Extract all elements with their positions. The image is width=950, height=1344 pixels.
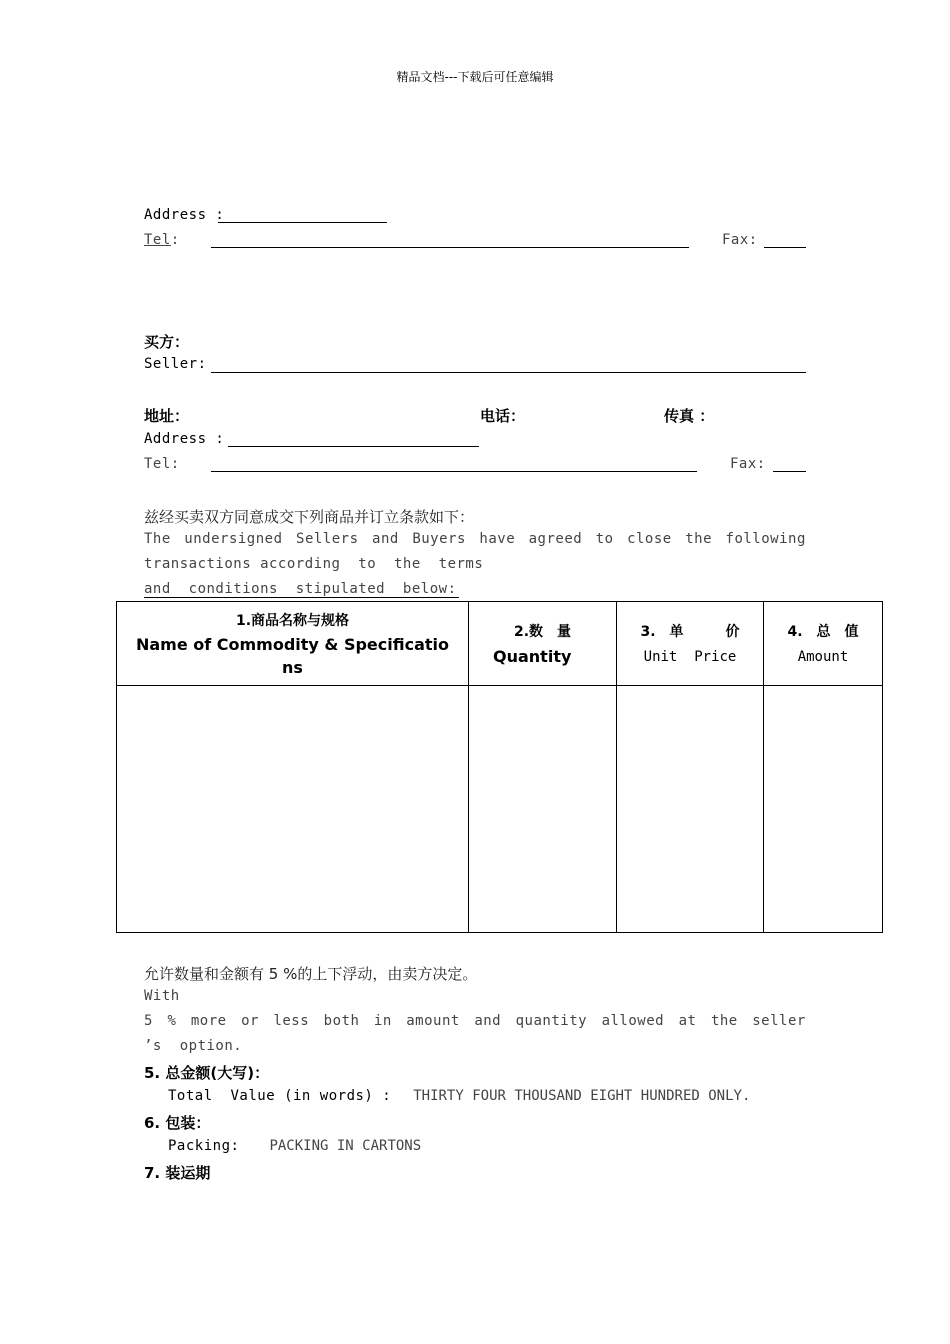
address-blank[interactable] bbox=[218, 222, 387, 223]
address-cn-label: 地址： bbox=[144, 407, 190, 425]
word: undersigned bbox=[184, 531, 283, 547]
col-amount-en: Amount bbox=[797, 648, 849, 665]
tolerance-cn: 允许数量和金额有 5 %的上下浮动，由卖方决定。 bbox=[144, 965, 478, 983]
fax-label: Fax: bbox=[722, 232, 758, 248]
agreement-cn: 兹经买卖双方同意成交下列商品并订立条款如下： bbox=[144, 508, 475, 526]
word: seller bbox=[752, 1013, 806, 1029]
col-commodity-cn: 1.商品名称与规格 bbox=[235, 613, 350, 629]
packing-label: Packing: bbox=[168, 1138, 240, 1154]
tolerance-en-line1: With bbox=[144, 988, 180, 1004]
word: and bbox=[372, 531, 399, 547]
col-unit-price-header bbox=[617, 602, 764, 686]
word: % bbox=[167, 1013, 177, 1029]
seller-fax-label: Fax: bbox=[730, 456, 766, 472]
seller-address-label: Address : bbox=[144, 431, 225, 447]
agreement-en-line1 bbox=[144, 531, 806, 547]
seller-tel-blank[interactable] bbox=[211, 471, 697, 472]
col-commodity-header bbox=[117, 602, 469, 686]
clause-5-body bbox=[168, 1087, 750, 1105]
word: amount bbox=[406, 1013, 460, 1029]
col-quantity-cn: 2.数 量 bbox=[513, 623, 572, 640]
col-amount-cn: 4. 总 值 bbox=[787, 623, 859, 640]
cell-unit-price[interactable] bbox=[617, 686, 764, 933]
col-unit-price-en: Unit Price bbox=[643, 648, 737, 665]
col-commodity-en-wrap: ns bbox=[282, 658, 303, 677]
word: 5 bbox=[144, 1013, 153, 1029]
tolerance-en-line2 bbox=[144, 1013, 806, 1029]
word: more bbox=[190, 1013, 227, 1029]
word: have bbox=[479, 531, 516, 547]
phone-cn-label: 电话： bbox=[480, 407, 526, 425]
col-quantity-header bbox=[469, 602, 617, 686]
tel-blank[interactable] bbox=[211, 247, 689, 248]
clause-6-title: 6. 包装： bbox=[144, 1114, 211, 1132]
table-row bbox=[117, 686, 883, 933]
commodity-table bbox=[116, 601, 883, 933]
agreement-en-line2: transactions according to the terms bbox=[144, 556, 484, 572]
seller-fax-blank[interactable] bbox=[773, 471, 806, 472]
word: The bbox=[144, 531, 171, 547]
clause-6-body bbox=[168, 1137, 421, 1155]
total-value-text[interactable]: THIRTY FOUR THOUSAND EIGHT HUNDRED ONLY. bbox=[413, 1088, 751, 1104]
fax-cn-label: 传真 ： bbox=[664, 407, 715, 425]
fax-blank[interactable] bbox=[764, 247, 806, 248]
tel-label: Tel: bbox=[144, 232, 180, 248]
clause-7-title: 7. 装运期 bbox=[144, 1164, 211, 1182]
word: agreed bbox=[528, 531, 583, 547]
clause-5-title: 5. 总金额(大写)： bbox=[144, 1064, 270, 1082]
seller-address-blank[interactable] bbox=[228, 446, 479, 447]
seller-blank[interactable] bbox=[211, 372, 806, 373]
word: at bbox=[678, 1013, 697, 1029]
col-amount-header bbox=[764, 602, 883, 686]
address-label: Address : bbox=[144, 207, 225, 223]
col-commodity-en: Name of Commodity & Specificatio bbox=[135, 635, 450, 654]
cell-quantity[interactable] bbox=[469, 686, 617, 933]
agreement-en-line3: and conditions stipulated below: bbox=[144, 581, 457, 597]
total-value-label: Total Value (in words) : bbox=[168, 1088, 392, 1104]
col-unit-price-cn: 3. 单 价 bbox=[640, 623, 740, 640]
table-header-row bbox=[117, 602, 883, 686]
word: in bbox=[373, 1013, 392, 1029]
word: close bbox=[627, 531, 672, 547]
word: to bbox=[595, 531, 614, 547]
word: the bbox=[685, 531, 713, 547]
buyer-title-cn: 买方： bbox=[144, 333, 190, 351]
page-header: 精品文档---下载后可任意编辑 bbox=[396, 70, 554, 84]
word: or bbox=[241, 1013, 259, 1029]
tolerance-en-line3: ’s option. bbox=[144, 1038, 243, 1054]
packing-text[interactable]: PACKING IN CARTONS bbox=[269, 1138, 422, 1154]
seller-label: Seller: bbox=[144, 356, 207, 372]
word: following bbox=[725, 531, 806, 547]
col-quantity-en: Quantity bbox=[493, 646, 572, 666]
word: the bbox=[710, 1013, 738, 1029]
word: quantity bbox=[515, 1013, 588, 1029]
cell-amount[interactable] bbox=[764, 686, 883, 933]
word: less bbox=[273, 1013, 310, 1029]
word: Buyers bbox=[412, 531, 466, 547]
word: and bbox=[474, 1013, 502, 1029]
word: both bbox=[323, 1013, 360, 1029]
word: allowed bbox=[601, 1013, 665, 1029]
word: Sellers bbox=[296, 531, 359, 547]
cell-commodity[interactable] bbox=[117, 686, 469, 933]
seller-tel-label: Tel: bbox=[144, 456, 180, 472]
